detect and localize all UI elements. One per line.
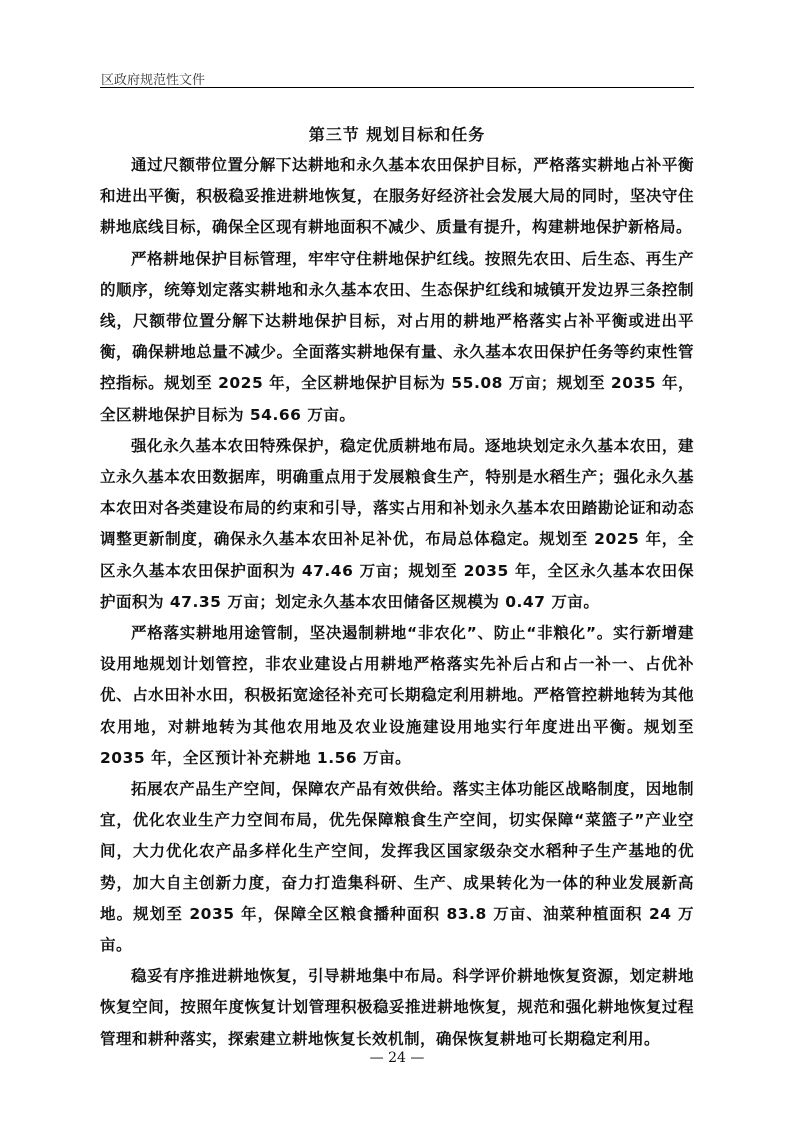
- paragraph: 严格落实耕地用途管制，坚决遏制耕地“非农化”、防止“非粮化”。实行新增建设用地规划计划管控，非农业建设占用耕地严格落实先补后占和占一补一、占优补优、占水田补水田，积极拓宽途径补充可长期稳定利用耕地。严格管控耕地转为其他农用地，对耕地转为其他农用地及农业设施建设用地实行年度进出平衡。规划至 2035 年，全区预计补充耕地 1.56 万亩。: [100, 624, 694, 767]
- body-text: [100, 150, 694, 1055]
- paragraph: 强化永久基本农田特殊保护，稳定优质耕地布局。逐地块划定永久基本农田，建立永久基本农田数据库，明确重点用于发展粮食生产，特别是水稻生产；强化永久基本农田对各类建设布局的约束和引导，落实占用和补划永久基本农田踏勘论证和动态调整更新制度，确保永久基本农田补足补优，布局总体稳定。规划至 2025 年，全区永久基本农田保护面积为 47.46 万亩；规划至 2035 年，全区永久基本农田保护面积为 47.35 万亩；划定永久基本农田储备区规模为 0.47 万亩。: [100, 436, 694, 611]
- section-title: 第三节 规划目标和任务: [308, 125, 486, 144]
- document-header-label: 区政府规范性文件: [101, 73, 206, 88]
- paragraph: 稳妥有序推进耕地恢复，引导耕地集中布局。科学评价耕地恢复资源，划定耕地恢复空间，按照年度恢复计划管理积极稳妥推进耕地恢复，规范和强化耕地恢复过程管理和耕种落实，探索建立耕地恢复长效机制，确保恢复耕地可长期稳定利用。: [100, 967, 694, 1048]
- paragraph: 严格耕地保护目标管理，牢牢守住耕地保护红线。按照先农田、后生态、再生产的顺序，统筹划定落实耕地和永久基本农田、生态保护红线和城镇开发边界三条控制线，尺额带位置分解下达耕地保护目标，对占用的耕地严格落实占补平衡或进出平衡，确保耕地总量不减少。全面落实耕地保有量、永久基本农田保护任务等约束性管控指标。规划至 2025 年，全区耕地保护目标为 55.08 万亩；规划至 2035 年，全区耕地保护目标为 54.66 万亩。: [100, 249, 694, 424]
- page-number: — 24 —: [369, 1050, 425, 1066]
- paragraph: 拓展农产品生产空间，保障农产品有效供给。落实主体功能区战略制度，因地制宜，优化农业生产力空间布局，优先保障粮食生产空间，切实保障“菜篮子”产业空间，大力优化农产品多样化生产空间，发挥我区国家级杂交水稻种子生产基地的优势，加大自主创新力度，奋力打造集科研、生产、成果转化为一体的种业发展新高地。规划至 2035 年，保障全区粮食播种面积 83.8 万亩、油菜种植面积 24 万亩。: [100, 780, 694, 955]
- paragraph: 通过尺额带位置分解下达耕地和永久基本农田保护目标，严格落实耕地占补平衡和进出平衡，积极稳妥推进耕地恢复，在服务好经济社会发展大局的同时，坚决守住耕地底线目标，确保全区现有耕地面积不减少、质量有提升，构建耕地保护新格局。: [100, 156, 694, 237]
- header-divider: [100, 87, 694, 88]
